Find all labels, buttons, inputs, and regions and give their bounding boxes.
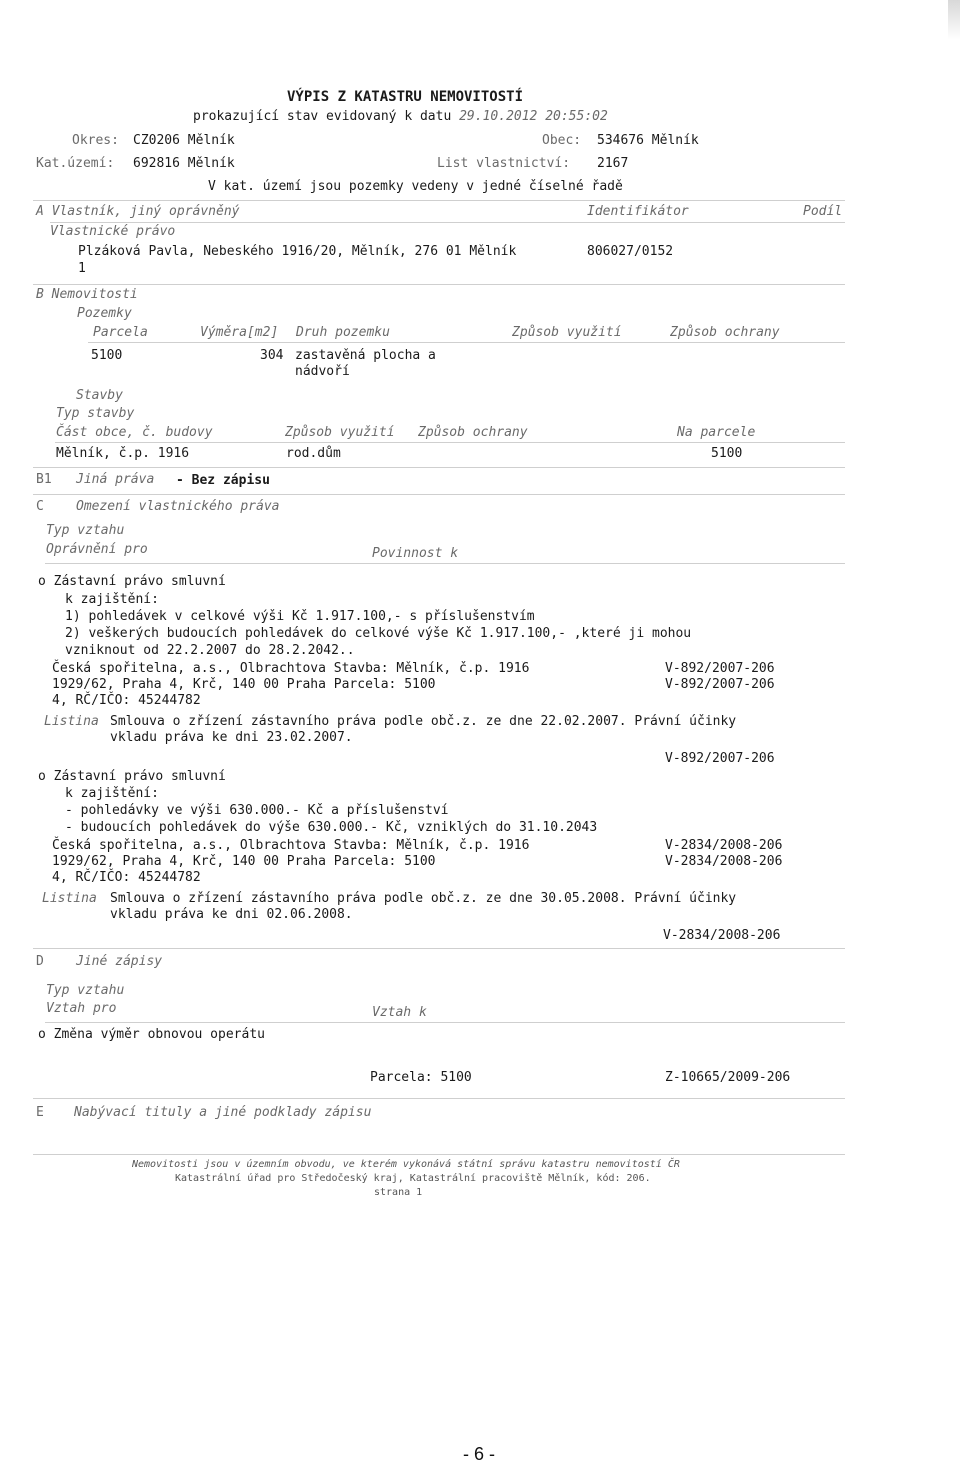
typ-stavby: Typ stavby [56, 406, 135, 421]
lien-2-listina: vkladu práva ke dni 02.06.2008. [110, 907, 353, 922]
divider [88, 342, 845, 343]
d-typ-vztahu: Typ vztahu [46, 983, 125, 998]
lien-1-ref: V-892/2007-206 [665, 751, 775, 766]
obec-label: Obec: [542, 133, 582, 148]
lien-1-line: vzniknout od 22.2.2007 do 28.2.2042.. [65, 643, 355, 658]
owner-name: Plzáková Pavla, Nebeského 1916/20, Mělník, 276 01 Mělník [78, 244, 517, 259]
lien-1-line: k zajištění: [65, 592, 159, 607]
lien-1-ref: V-892/2007-206 [665, 677, 775, 692]
lien-1-listina-label: Listina [44, 714, 99, 729]
owner-identifier: 806027/0152 [587, 244, 674, 259]
cadastre-note: V kat. území jsou pozemky vedeny v jedné číselné řadě [208, 179, 623, 194]
col-ochrany-stavby: Způsob ochrany [418, 425, 528, 440]
col-podil: Podíl [803, 204, 843, 219]
divider [33, 284, 845, 285]
opravneni-pro: Oprávnění pro [46, 542, 148, 557]
typ-vztahu: Typ vztahu [46, 523, 125, 538]
parcel-number: 5100 [91, 348, 123, 363]
col-druh: Druh pozemku [296, 325, 390, 340]
parcel-type-cont: nádvoří [295, 364, 350, 379]
col-vyuziti-stavby: Způsob využití [285, 425, 395, 440]
divider [45, 1022, 845, 1023]
document-title: VÝPIS Z KATASTRU NEMOVITOSTÍ [287, 89, 524, 105]
subtitle-prefix: prokazující stav evidovaný k datu [193, 109, 452, 124]
footer-note: Nemovitosti jsou v územním obvodu, ve kterém vykonává státní správu katastru nemovitostí ČR [132, 1159, 680, 1170]
owner-share: 1 [78, 261, 86, 276]
col-zpusob-vyuziti: Způsob využití [512, 325, 622, 340]
building-parcel: 5100 [711, 446, 743, 461]
section-c-heading: Omezení vlastnického práva [76, 499, 280, 514]
lien-2-ref: V-2834/2008-206 [665, 854, 783, 869]
col-vymera: Výměra[m2] [200, 325, 279, 340]
footer-page: strana 1 [374, 1187, 423, 1198]
divider [33, 494, 845, 495]
lien-2-creditor: Česká spořitelna, a.s., Olbrachtova Stavba: Mělník, č.p. 1916 [52, 838, 530, 853]
lien-2-ref: V-2834/2008-206 [663, 928, 781, 943]
lien-2-creditor: 1929/62, Praha 4, Krč, 140 00 Praha Parcela: 5100 [52, 854, 436, 869]
divider [33, 1098, 845, 1099]
povinnost-k: Povinnost k [372, 546, 459, 561]
section-b1-label: B1 [36, 472, 52, 487]
lien-2-listina: Smlouva o zřízení zástavního práva podle obč.z. ze dne 30.05.2008. Právní účinky [110, 891, 737, 906]
lien-1-creditor: 4, RČ/IČO: 45244782 [52, 693, 201, 708]
subtitle [193, 109, 608, 125]
lien-2-ref: V-2834/2008-206 [665, 838, 783, 853]
building-use: rod.dům [286, 446, 341, 461]
lien-1-creditor: Česká spořitelna, a.s., Olbrachtova Stavba: Mělník, č.p. 1916 [52, 661, 530, 676]
col-cast-obce: Část obce, č. budovy [56, 425, 213, 440]
section-c-label: C [36, 499, 44, 514]
parcel-area: 304 [260, 348, 284, 363]
scan-edge-shadow [948, 0, 960, 40]
lien-1-listina: Smlouva o zřízení zástavního práva podle obč.z. ze dne 22.02.2007. Právní účinky [110, 714, 737, 729]
section-d-label: D [36, 954, 44, 969]
lien-1-ref: V-892/2007-206 [665, 661, 775, 676]
divider [33, 948, 845, 949]
section-a-heading: A Vlastník, jiný oprávněný [36, 204, 240, 219]
section-b-heading: B Nemovitosti [36, 287, 138, 302]
d-entry-parcela: Parcela: 5100 [370, 1070, 472, 1085]
section-e-heading: Nabývací tituly a jiné podklady zápisu [74, 1105, 372, 1120]
footer-divider [33, 1154, 845, 1155]
vlastnicke-pravo: Vlastnické právo [50, 224, 176, 239]
katuzemi-label: Kat.území: [36, 156, 115, 171]
lien-1-creditor: 1929/62, Praha 4, Krč, 140 00 Praha Parcela: 5100 [52, 677, 436, 692]
section-b1-heading: Jiná práva [76, 472, 155, 487]
lien-1-line: 2) veškerých budoucích pohledávek do celkové výše Kč 1.917.100,- ,které ji mohou [65, 626, 692, 641]
lien-2-line: k zajištění: [65, 786, 159, 801]
parcel-type: zastavěná plocha a [295, 348, 436, 363]
section-b1-value: - Bez zápisu [176, 473, 270, 488]
lien-2-line: - budoucích pohledávek do výše 630.000.- Kč, vzniklých do 31.10.2043 [65, 820, 598, 835]
katuzemi-value: 692816 Mělník [133, 156, 235, 171]
okres-value: CZ0206 Mělník [133, 133, 235, 148]
footer-office: Katastrální úřad pro Středočeský kraj, Katastrální pracoviště Mělník, kód: 206. [175, 1173, 651, 1184]
d-entry-title: o Změna výměr obnovou operátu [38, 1027, 265, 1042]
lien-1-line: 1) pohledávek v celkové výši Kč 1.917.100,- s příslušenstvím [65, 609, 535, 624]
col-parcela: Parcela [93, 325, 148, 340]
lv-label: List vlastnictví: [437, 156, 571, 171]
d-vztah-pro: Vztah pro [46, 1001, 117, 1016]
d-entry-ref: Z-10665/2009-206 [665, 1070, 791, 1085]
divider [33, 200, 845, 201]
okres-label: Okres: [72, 133, 119, 148]
pozemky-heading: Pozemky [77, 306, 132, 321]
lv-value: 2167 [597, 156, 629, 171]
col-identifikator: Identifikátor [587, 204, 689, 219]
section-d-heading: Jiné zápisy [76, 954, 163, 969]
lien-2-creditor: 4, RČ/IČO: 45244782 [52, 870, 201, 885]
divider [45, 563, 845, 564]
lien-1-listina: vkladu práva ke dni 23.02.2007. [110, 730, 353, 745]
divider [55, 442, 845, 443]
lien-2-listina-label: Listina [42, 891, 97, 906]
col-na-parcele: Na parcele [677, 425, 756, 440]
lien-2-line: - pohledávky ve výši 630.000.- Kč a příslušenství [65, 803, 449, 818]
stavby-heading: Stavby [76, 388, 123, 403]
divider [50, 222, 845, 223]
building-address: Mělník, č.p. 1916 [56, 446, 190, 461]
obec-value: 534676 Mělník [597, 133, 699, 148]
page-number: - 6 - [463, 1444, 496, 1464]
extract-date: 29.10.2012 20:55:02 [459, 109, 608, 124]
section-e-label: E [36, 1105, 44, 1120]
lien-1-title: o Zástavní právo smluvní [38, 574, 226, 589]
divider [33, 467, 845, 468]
col-zpusob-ochrany: Způsob ochrany [670, 325, 780, 340]
lien-2-title: o Zástavní právo smluvní [38, 769, 226, 784]
d-vztah-k: Vztah k [372, 1005, 427, 1020]
